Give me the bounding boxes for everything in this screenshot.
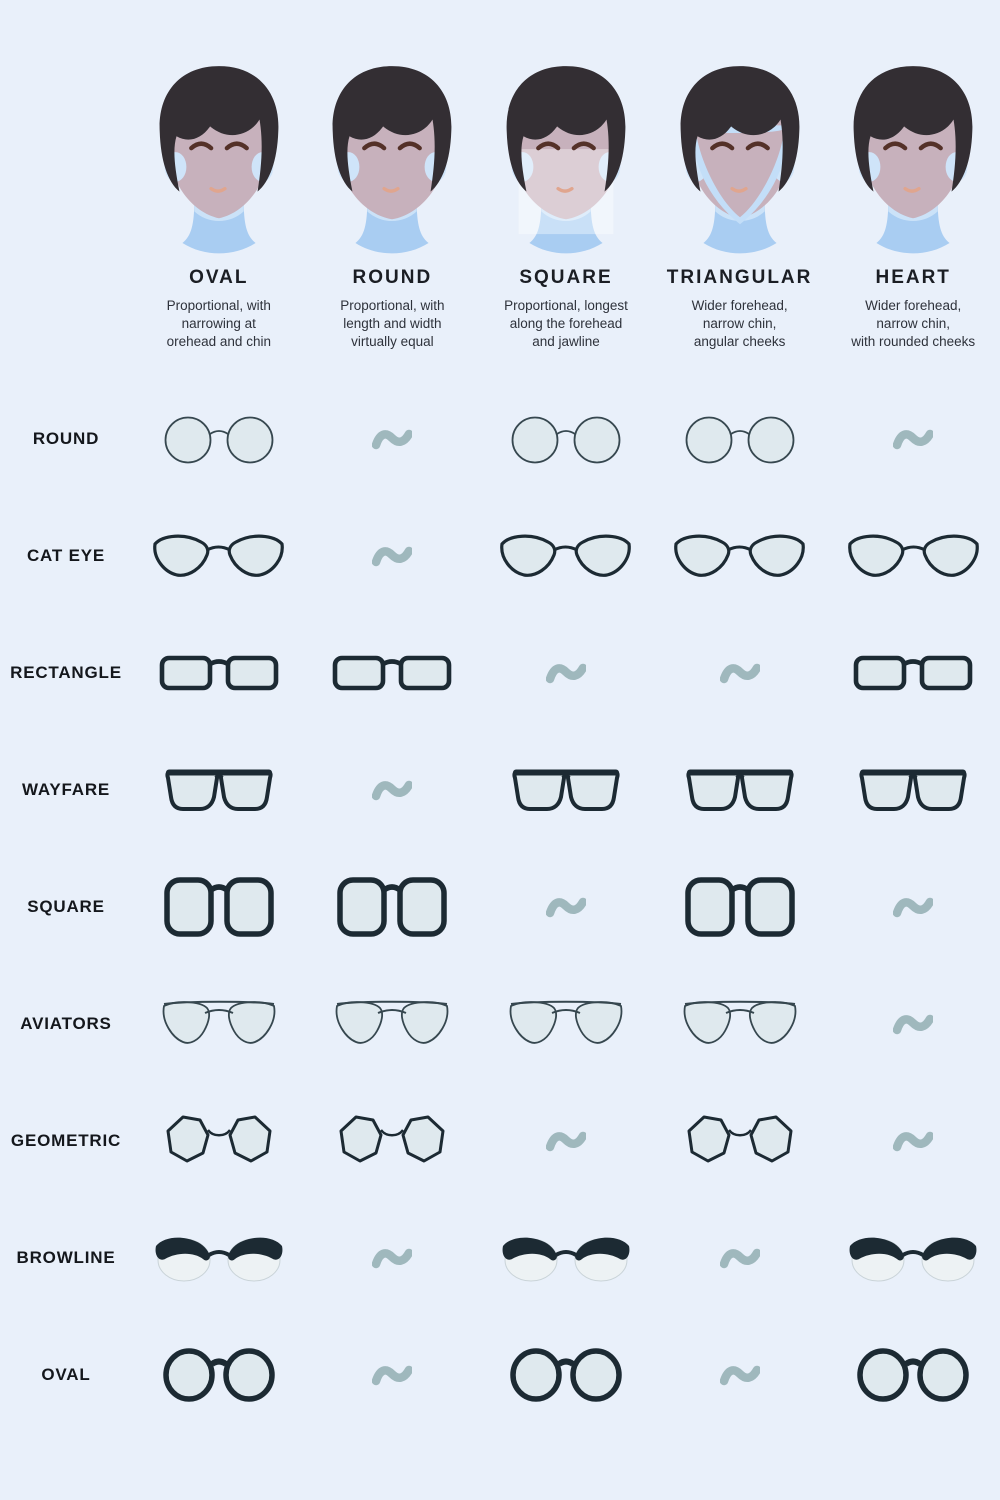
tilde-squiggle-icon	[893, 1129, 933, 1153]
rectangle-glasses-icon	[158, 652, 280, 694]
cell-browline-square	[479, 1233, 653, 1283]
cell-geometric-square	[479, 1129, 653, 1153]
face-shape-label: OVAL	[189, 267, 249, 288]
cell-rectangle-triangular	[653, 661, 827, 685]
cell-geometric-oval	[132, 1114, 306, 1168]
cat-eye-glasses-icon	[672, 530, 807, 582]
face-shape-header	[0, 0, 1000, 380]
cell-browline-triangular	[653, 1246, 827, 1270]
cell-wayfare-round	[306, 778, 480, 802]
cell-round-square	[479, 413, 653, 465]
tilde-squiggle-icon	[372, 544, 412, 568]
round-glasses-icon	[511, 413, 621, 465]
browline-glasses-icon	[848, 1233, 978, 1283]
face-shape-label: ROUND	[352, 267, 433, 288]
cell-rectangle-square	[479, 661, 653, 685]
cell-oval-round	[306, 1363, 480, 1387]
glasses-style-label: BROWLINE	[16, 1247, 116, 1267]
square-glasses-icon	[336, 876, 448, 938]
face-column-round	[306, 56, 480, 380]
cell-cat-eye-square	[479, 530, 653, 582]
oval-glasses-icon	[510, 1347, 622, 1403]
cell-browline-oval	[132, 1233, 306, 1283]
rectangle-glasses-icon	[331, 652, 453, 694]
oval-glasses-icon	[857, 1347, 969, 1403]
glasses-row-square	[0, 848, 1000, 965]
tilde-squiggle-icon	[893, 895, 933, 919]
glasses-row-browline	[0, 1199, 1000, 1316]
cell-browline-round	[306, 1246, 480, 1270]
cell-square-oval	[132, 876, 306, 938]
face-column-heart	[826, 56, 1000, 380]
face-column-square	[479, 56, 653, 380]
cell-oval-triangular	[653, 1363, 827, 1387]
description-line: Wider forehead,	[865, 298, 962, 313]
wayfare-glasses-icon	[512, 766, 620, 814]
description-line: Proportional, with	[340, 298, 445, 313]
cell-aviators-square	[479, 996, 653, 1052]
cat-eye-glasses-icon	[846, 530, 981, 582]
square-glasses-icon	[684, 876, 796, 938]
cell-browline-heart	[826, 1233, 1000, 1283]
tilde-squiggle-icon	[546, 1129, 586, 1153]
face-shape-label: HEART	[875, 267, 951, 288]
tilde-squiggle-icon	[893, 1012, 933, 1036]
description-line: along the forehead	[509, 316, 623, 332]
glasses-style-label: RECTANGLE	[10, 662, 122, 682]
compatibility-grid	[0, 380, 1000, 1433]
browline-glasses-icon	[501, 1233, 631, 1283]
description-line: Wider forehead,	[691, 298, 788, 313]
face-illustration-heart-icon	[826, 56, 1000, 261]
face-illustration-triangular-icon	[653, 56, 827, 261]
cell-round-round	[306, 427, 480, 451]
geometric-glasses-icon	[161, 1114, 277, 1168]
wayfare-glasses-icon	[686, 766, 794, 814]
description-line: length and width	[343, 316, 442, 332]
cell-square-triangular	[653, 876, 827, 938]
cell-oval-heart	[826, 1347, 1000, 1403]
description-line: narrow chin,	[876, 316, 950, 332]
cell-aviators-oval	[132, 996, 306, 1052]
round-glasses-icon	[685, 413, 795, 465]
cell-rectangle-round	[306, 652, 480, 694]
face-shape-label: TRIANGULAR	[666, 267, 813, 288]
face-shape-description	[479, 297, 653, 351]
face-illustration-square-icon	[479, 56, 653, 261]
glasses-style-label: AVIATORS	[20, 1013, 112, 1033]
aviators-glasses-icon	[505, 996, 627, 1052]
face-column-triangular	[653, 56, 827, 380]
cell-geometric-round	[306, 1114, 480, 1168]
glasses-style-label: OVAL	[41, 1364, 91, 1384]
tilde-squiggle-icon	[372, 1363, 412, 1387]
face-shape-description	[132, 297, 306, 351]
description-line: narrow chin,	[702, 316, 777, 332]
cell-round-oval	[132, 413, 306, 465]
geometric-glasses-icon	[682, 1114, 798, 1168]
cat-eye-glasses-icon	[151, 530, 286, 582]
face-shape-description	[653, 297, 827, 351]
glasses-style-label: CAT EYE	[26, 545, 106, 565]
oval-glasses-icon	[163, 1347, 275, 1403]
face-column-oval	[132, 56, 306, 380]
cell-wayfare-oval	[132, 766, 306, 814]
glasses-row-round	[0, 380, 1000, 497]
cell-round-heart	[826, 427, 1000, 451]
cell-square-round	[306, 876, 480, 938]
tilde-squiggle-icon	[720, 1246, 760, 1270]
glasses-row-geometric	[0, 1082, 1000, 1199]
cell-square-heart	[826, 895, 1000, 919]
aviators-glasses-icon	[679, 996, 801, 1052]
description-line: and jawline	[532, 334, 600, 350]
cell-geometric-triangular	[653, 1114, 827, 1168]
wayfare-glasses-icon	[165, 766, 273, 814]
face-illustration-round-icon	[306, 56, 480, 261]
cell-cat-eye-triangular	[653, 530, 827, 582]
description-line: angular cheeks	[693, 334, 786, 350]
face-shape-description	[306, 297, 480, 351]
glasses-style-label: WAYFARE	[21, 779, 111, 799]
cat-eye-glasses-icon	[498, 530, 633, 582]
glasses-row-wayfare	[0, 731, 1000, 848]
cell-aviators-round	[306, 996, 480, 1052]
cell-geometric-heart	[826, 1129, 1000, 1153]
cell-round-triangular	[653, 413, 827, 465]
description-line: narrowing at	[181, 316, 256, 332]
glasses-row-cat-eye	[0, 497, 1000, 614]
header-spacer	[0, 56, 132, 380]
cell-square-square	[479, 895, 653, 919]
tilde-squiggle-icon	[720, 661, 760, 685]
glasses-style-label: SQUARE	[27, 896, 105, 916]
description-line: Proportional, with	[166, 298, 271, 313]
description-line: virtually equal	[351, 334, 434, 350]
description-line: orehead and chin	[166, 334, 271, 350]
cell-cat-eye-round	[306, 544, 480, 568]
cell-wayfare-triangular	[653, 766, 827, 814]
tilde-squiggle-icon	[893, 427, 933, 451]
wayfare-glasses-icon	[859, 766, 967, 814]
glasses-row-aviators	[0, 965, 1000, 1082]
description-line: Proportional, longest	[504, 298, 628, 313]
glasses-style-label: ROUND	[32, 428, 100, 448]
description-line: with rounded cheeks	[851, 334, 976, 350]
square-glasses-icon	[163, 876, 275, 938]
round-glasses-icon	[164, 413, 274, 465]
cell-wayfare-heart	[826, 766, 1000, 814]
rectangle-glasses-icon	[852, 652, 974, 694]
face-shape-label: SQUARE	[519, 267, 613, 288]
cell-rectangle-heart	[826, 652, 1000, 694]
cell-oval-oval	[132, 1347, 306, 1403]
cell-oval-square	[479, 1347, 653, 1403]
aviators-glasses-icon	[158, 996, 280, 1052]
cell-aviators-heart	[826, 1012, 1000, 1036]
tilde-squiggle-icon	[372, 427, 412, 451]
cell-aviators-triangular	[653, 996, 827, 1052]
glasses-row-oval	[0, 1316, 1000, 1433]
tilde-squiggle-icon	[546, 661, 586, 685]
cell-cat-eye-oval	[132, 530, 306, 582]
cell-wayfare-square	[479, 766, 653, 814]
tilde-squiggle-icon	[372, 778, 412, 802]
aviators-glasses-icon	[331, 996, 453, 1052]
glasses-row-rectangle	[0, 614, 1000, 731]
geometric-glasses-icon	[334, 1114, 450, 1168]
face-shape-description	[826, 297, 1000, 351]
cell-rectangle-oval	[132, 652, 306, 694]
tilde-squiggle-icon	[720, 1363, 760, 1387]
glasses-style-label: GEOMETRIC	[10, 1130, 122, 1150]
face-illustration-oval-icon	[132, 56, 306, 261]
tilde-squiggle-icon	[372, 1246, 412, 1270]
browline-glasses-icon	[154, 1233, 284, 1283]
tilde-squiggle-icon	[546, 895, 586, 919]
cell-cat-eye-heart	[826, 530, 1000, 582]
